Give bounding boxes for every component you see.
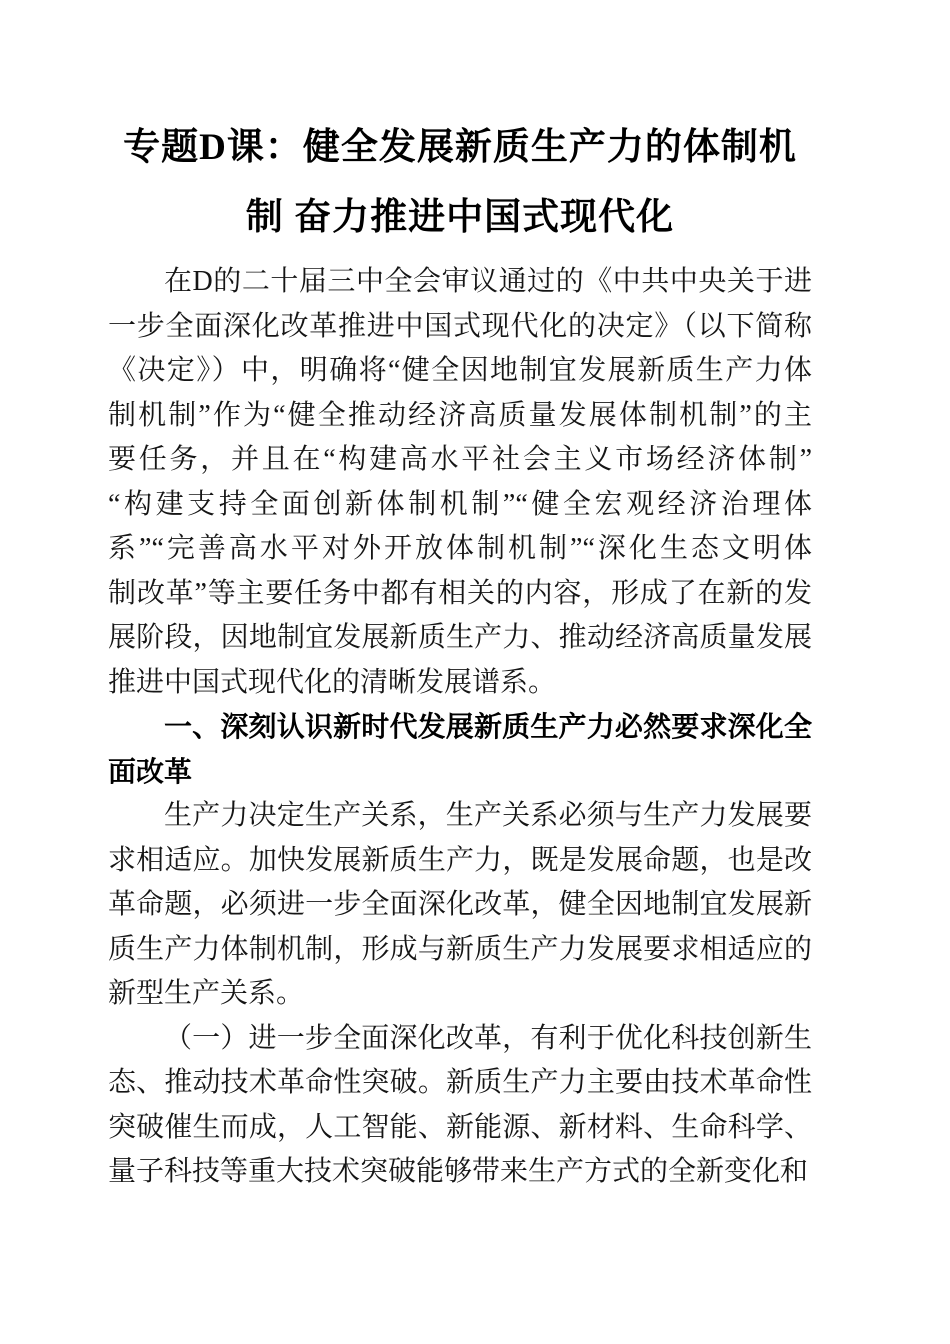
body-line: 展阶段，因地制宜发展新质生产力、推动经济高质量发展: [108, 622, 812, 653]
title-line-2: 制 奋力推进中国式现代化: [245, 197, 675, 238]
document-content: [108, 113, 812, 1195]
paragraph-1: [108, 260, 812, 705]
body-line: 制机制”作为“健全推动经济高质量发展体制机制”的主: [108, 399, 812, 431]
body-line: 《决定》）中，明确将“健全因地制宜发展新质生产力体: [108, 355, 812, 386]
body-line: 要任务，并且在“构建高水平社会主义市场经济体制”: [108, 444, 812, 475]
body-line: 生产力决定生产关系，生产关系必须与生产力发展要: [164, 800, 812, 831]
body-line: 系”“完善高水平对外开放体制机制”“深化生态文明体: [108, 533, 812, 564]
body-line: 新型生产关系。: [108, 978, 305, 1009]
body-line: 制改革”等主要任务中都有相关的内容，形成了在新的发: [108, 577, 812, 609]
body-line: 在D的二十届三中全会审议通过的《中共中央关于进: [164, 266, 812, 297]
body-line: 革命题，必须进一步全面深化改革，健全因地制宜发展新: [108, 889, 812, 920]
title-line-1: 专题D课：健全发展新质生产力的体制机: [123, 127, 797, 168]
document-title: [108, 113, 812, 253]
body-line: “构建支持全面创新体制机制”“健全宏观经济治理体: [108, 488, 812, 520]
body-line: 一步全面深化改革推进中国式现代化的决定》（以下简称: [108, 310, 812, 342]
paragraph-3: [108, 1017, 812, 1195]
paragraph-2: [108, 794, 812, 1017]
body-line: 量子科技等重大技术突破能够带来生产方式的全新变化和: [108, 1156, 809, 1187]
body-line: 质生产力体制机制，形成与新质生产力发展要求相适应的: [108, 933, 812, 965]
heading-line: 一、深刻认识新时代发展新质生产力必然要求深化全: [164, 711, 812, 742]
heading-line: 面改革: [108, 755, 193, 787]
body-line: 态、推动技术革命性突破。新质生产力主要由技术革命性: [108, 1067, 812, 1098]
body-line: 突破催生而成，人工智能、新能源、新材料、生命科学、: [108, 1111, 812, 1143]
body-line: （一）进一步全面深化改革，有利于优化科技创新生: [164, 1022, 812, 1054]
body-line: 求相适应。加快发展新质生产力，既是发展命题，也是改: [108, 844, 812, 876]
body-line: 推进中国式现代化的清晰发展谱系。: [108, 666, 557, 698]
section-heading-1: [108, 705, 812, 794]
document-body: [108, 260, 812, 1195]
